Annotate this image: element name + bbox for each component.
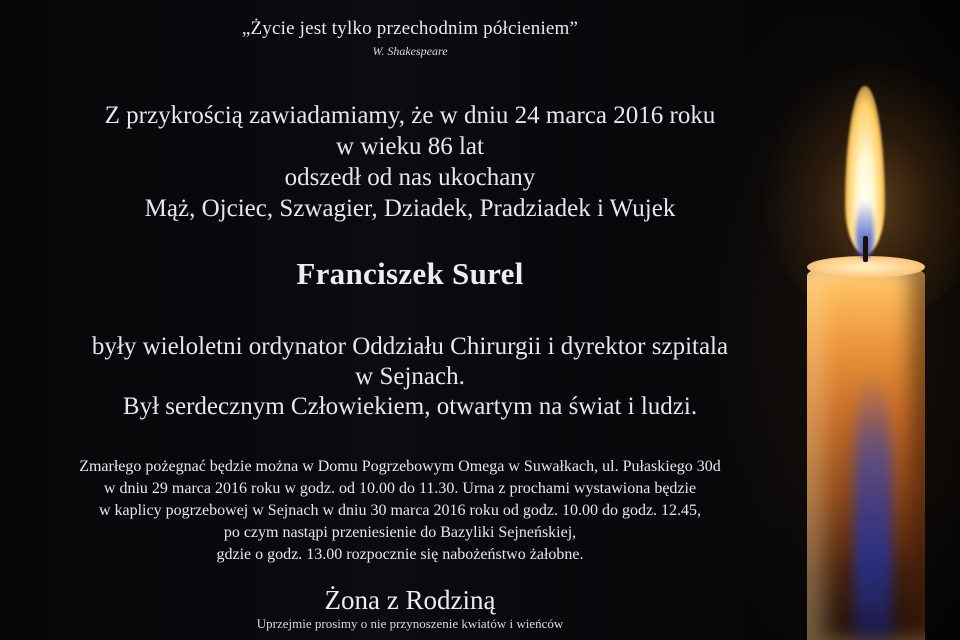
bio-line: w Sejnach. (355, 363, 465, 390)
flowers-request: Uprzejmie prosimy o nie przynoszenie kwiatów i wieńców (256, 616, 564, 631)
deceased-name: Franciszek Surel (296, 256, 524, 291)
bio-line: Był serdecznym Człowiekiem, otwartym na świat i ludzi. (122, 393, 698, 420)
funeral-line: gdzie o godz. 13.00 rozpocznie się nabożeństwo żałobne. (216, 546, 584, 563)
candle-icon (790, 0, 960, 640)
announcement-line: Mąż, Ojciec, Szwagier, Dziadek, Pradziadek i Wujek (144, 195, 676, 222)
biography (0, 332, 820, 422)
signoff-family: Żona z Rodziną (324, 585, 496, 615)
quote-author: W. Shakespeare (372, 44, 448, 58)
announcement-line: w wieku 86 lat (336, 133, 484, 160)
bio-line: były wieloletni ordynator Oddziału Chirurgii i dyrektor szpitala (91, 333, 729, 360)
candle-wick (863, 236, 868, 262)
announcement (0, 100, 820, 224)
funeral-line: po czym nastąpi przeniesienie do Bazyliki Sejneńskiej, (223, 524, 577, 541)
funeral-line: w dniu 29 marca 2016 roku w godz. od 10.00 do 11.30. Urna z prochami wystawiona będzie (103, 480, 697, 497)
announcement-line: odszedł od nas ukochany (284, 164, 536, 191)
candle-reflection (854, 372, 892, 640)
quote-text: „Życie jest tylko przechodnim półcieniem” (241, 18, 579, 39)
announcement-line: Z przykrością zawiadamiamy, że w dniu 24 marca 2016 roku (104, 102, 716, 129)
funeral-details (0, 456, 800, 566)
funeral-line: Zmarłego pożegnać będzie można w Domu Pogrzebowym Omega w Suwałkach, ul. Pułaskiego 30d (79, 458, 721, 475)
funeral-line: w kaplicy pogrzebowej w Sejnach w dniu 30 marca 2016 roku od godz. 10.00 do godz. 12.45, (98, 502, 702, 519)
